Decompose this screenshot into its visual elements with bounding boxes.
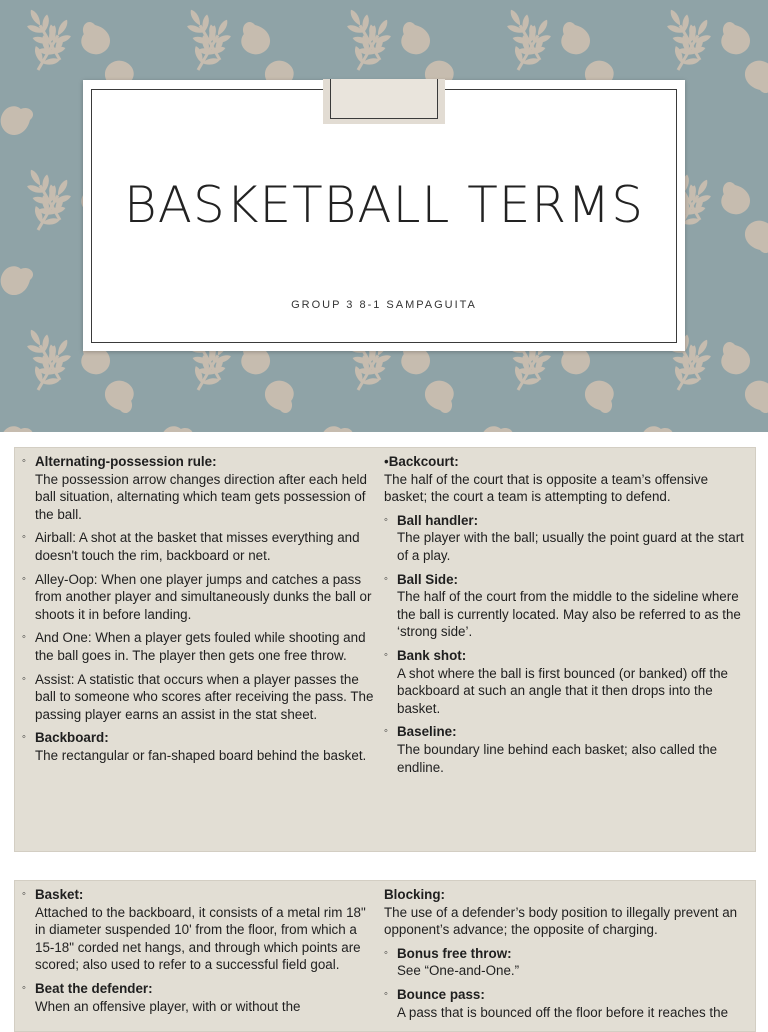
bullet-icon: ◦ [22,631,26,644]
title-card [83,80,685,351]
term-definition: Alley-Oop: When one player jumps and catches a pass from another player and simultaneously dunks the ball or shoots it in before landing. [35,571,372,622]
term-item [384,723,747,776]
presentation-title: BASKETBALL TERMS [124,176,644,234]
term-item [22,453,378,523]
bullet-icon: ◦ [22,455,26,467]
term-definition: The possession arrow changes direction after each held ball situation, alternating which team gets possession of the ball. [35,471,367,522]
bullet-icon: ◦ [384,725,388,738]
term-definition: A shot where the ball is first bounced (or banked) off the backboard at such an angle that it then drops into the basket. [397,665,728,716]
term-name: Alternating-possession rule: [35,454,217,469]
term-item [384,945,747,980]
term-definition: Airball: A shot at the basket that misses everything and doesn't touch the rim, backboard or net. [35,530,360,563]
bullet-icon: ◦ [384,648,388,661]
term-definition: Assist: A statistic that occurs when a player passes the ball to someone who scores after receiving the pass. The passing player earns an assist in the stat sheet. [35,671,374,722]
term-definition: The player with the ball; usually the point guard at the start of a play. [397,530,744,563]
term-name: Basket: [35,887,84,902]
term-item [384,571,747,641]
right-column [384,453,747,782]
left-column [22,453,378,771]
right-column [384,886,747,1027]
term-item [384,453,747,506]
bullet-icon: ◦ [384,987,388,1000]
term-item [384,647,747,717]
term-item [22,571,378,624]
term-definition: The rectangular or fan-shaped board behind the basket. [35,747,367,763]
term-item [22,886,378,974]
term-definition: The half of the court that is opposite a team’s offensive basket; the court a team is attempting to defend. [384,471,709,505]
term-item [384,986,747,1021]
term-name: Bounce pass: [397,986,485,1002]
bullet-icon: ◦ [22,672,26,685]
term-definition: The use of a defender’s body position to illegally prevent an opponent’s advance; the opposite of charging. [384,904,738,938]
term-definition: Attached to the backboard, it consists of a metal rim 18" in diameter suspended 10' from the floor, from which a 15-18" corded net hangs, and through which points are scored; also used to refer to a successful field goal. [35,904,366,973]
bullet-icon: ◦ [22,572,26,585]
term-definition: The half of the court from the middle to the sideline where the ball is currently located. May also be referred to as the ‘strong side’. [397,589,741,640]
term-item [384,512,747,565]
term-name: Beat the defender: [35,980,153,996]
bullet-icon: ◦ [22,981,26,994]
term-name: Baseline: [397,724,457,740]
term-item [22,729,378,764]
term-name: Backcourt: [388,454,459,469]
bullet-icon: ◦ [384,946,388,959]
term-name: Ball Side: [397,571,459,587]
terms-slide-2 [14,447,756,852]
bullet-icon: ◦ [384,513,388,526]
title-card-tab-inner [330,79,438,119]
terms-slide-3 [14,880,756,1032]
term-name: Blocking: [384,887,446,902]
term-name: Bonus free throw: [397,945,512,961]
term-definition: A pass that is bounced off the floor before it reaches the [397,1004,729,1020]
bullet-icon: ◦ [22,888,26,900]
bullet-icon: ◦ [384,572,388,585]
bullet-icon: • [384,454,389,469]
term-item [22,980,378,1015]
term-item [22,671,378,724]
left-column [22,886,378,1021]
bullet-icon: ◦ [22,731,26,744]
term-definition: See “One-and-One.” [397,963,520,979]
term-item [22,529,378,564]
presentation-subtitle: GROUP 3 8-1 SAMPAGUITA [291,299,477,311]
bullet-icon: ◦ [22,531,26,544]
term-definition: And One: When a player gets fouled while shooting and the ball goes in. The player then gets one free throw. [35,630,366,663]
term-item [22,629,378,664]
term-name: Backboard: [35,730,109,746]
term-name: Bank shot: [397,647,467,663]
term-item [384,886,747,939]
term-name: Ball handler: [397,512,479,528]
term-definition: When an offensive player, with or without the [35,998,301,1014]
title-slide [0,0,768,432]
title-card-tab [323,79,445,124]
term-definition: The boundary line behind each basket; also called the endline. [397,741,718,775]
